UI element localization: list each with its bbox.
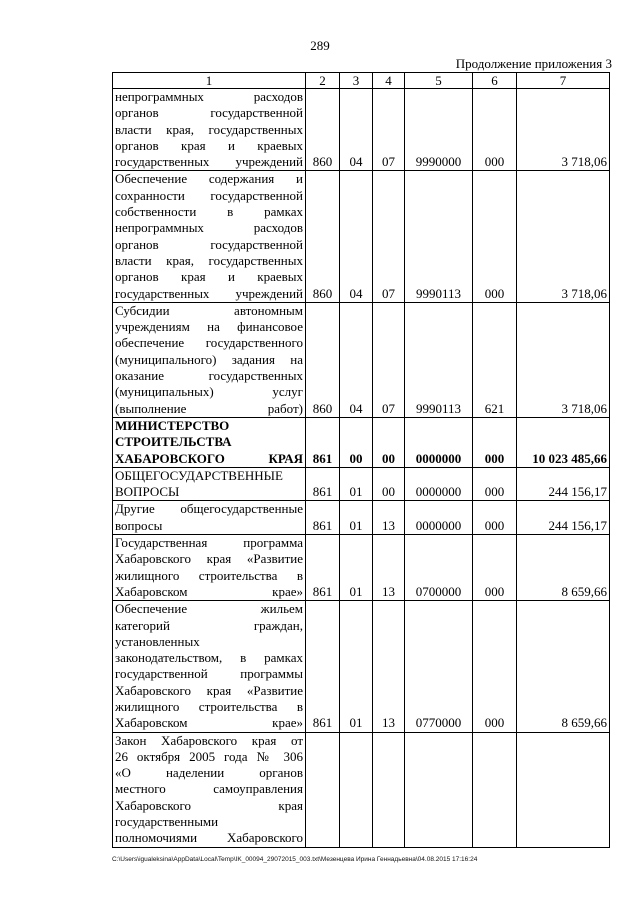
description-line: учреждениям на финансовое xyxy=(115,319,303,335)
column-header: 1 xyxy=(113,73,306,89)
column-number-row xyxy=(113,73,610,89)
description-line: местного самоуправления xyxy=(115,781,303,797)
description-line: непрограммных расходов xyxy=(115,89,303,104)
description-line: жилищного строительства в xyxy=(115,698,303,714)
description-line: Хабаровского края «Развитие xyxy=(115,551,303,567)
description-line: ВОПРОСЫ xyxy=(115,484,180,500)
description-line: категорий граждан, xyxy=(115,617,303,633)
description-line: органов края и краевых xyxy=(115,137,303,153)
description-line: (выполнение работ) xyxy=(115,400,303,416)
row-description xyxy=(113,171,306,302)
description-line: непрограммных расходов xyxy=(115,220,303,236)
expense-type-code: 000 xyxy=(473,89,517,171)
description-line: СТРОИТЕЛЬСТВА xyxy=(115,434,232,450)
description-line: органов государственной xyxy=(115,236,303,252)
description-line: Субсидии автономным xyxy=(115,302,303,318)
description-line: государственных учреждений xyxy=(115,285,303,301)
admin-code xyxy=(306,732,340,847)
description-line: полномочиями Хабаровского xyxy=(115,830,303,846)
description-line: вопросы xyxy=(115,517,163,533)
description-line: собственности в рамках xyxy=(115,204,303,220)
description-line: Государственная программа xyxy=(115,535,303,551)
description-line: ОБЩЕГОСУДАРСТВЕННЫЕ xyxy=(115,467,283,483)
description-line: оказание государственных xyxy=(115,368,303,384)
admin-code: 861 xyxy=(306,601,340,732)
row-description xyxy=(113,601,306,732)
amount: 3 718,06 xyxy=(517,171,610,302)
row-description xyxy=(113,417,306,467)
expense-type-code xyxy=(473,732,517,847)
row-description xyxy=(113,732,306,847)
section-code: 01 xyxy=(340,601,373,732)
subsection-code: 00 xyxy=(373,417,405,467)
description-line: Закон Хабаровского края от xyxy=(115,732,303,748)
description-line: Обеспечение содержания и xyxy=(115,171,303,187)
description-line: власти края, государственных xyxy=(115,121,303,137)
section-code: 00 xyxy=(340,417,373,467)
expense-type-code: 000 xyxy=(473,501,517,535)
amount xyxy=(517,732,610,847)
column-header: 7 xyxy=(517,73,610,89)
expense-type-code: 000 xyxy=(473,601,517,732)
budget-table xyxy=(112,72,610,848)
expense-type-code: 000 xyxy=(473,467,517,501)
amount: 8 659,66 xyxy=(517,601,610,732)
description-line: обеспечение государственного xyxy=(115,335,303,351)
description-line: государственными xyxy=(115,814,219,830)
table-row xyxy=(113,732,610,847)
amount: 244 156,17 xyxy=(517,501,610,535)
subsection-code: 00 xyxy=(373,467,405,501)
section-code xyxy=(340,732,373,847)
description-line: органов государственной xyxy=(115,105,303,121)
description-line: МИНИСТЕРСТВО xyxy=(115,417,230,433)
subsection-code: 07 xyxy=(373,171,405,302)
row-description xyxy=(113,89,306,171)
description-line: законодательством, в рамках xyxy=(115,650,303,666)
table-row xyxy=(113,171,610,302)
expense-type-code: 000 xyxy=(473,417,517,467)
target-code: 9990000 xyxy=(405,89,473,171)
description-line: Хабаровского края «Развитие xyxy=(115,682,303,698)
subsection-code xyxy=(373,732,405,847)
admin-code: 860 xyxy=(306,171,340,302)
description-line: Обеспечение жильем xyxy=(115,601,303,617)
description-line: 26 октября 2005 года № 306 xyxy=(115,748,303,764)
admin-code: 861 xyxy=(306,535,340,601)
subsection-code: 13 xyxy=(373,501,405,535)
row-description xyxy=(113,302,306,417)
description-line: Другие общегосударственные xyxy=(115,501,303,517)
description-line: жилищного строительства в xyxy=(115,567,303,583)
admin-code: 861 xyxy=(306,467,340,501)
admin-code: 861 xyxy=(306,501,340,535)
table-row xyxy=(113,535,610,601)
description-line: установленных xyxy=(115,633,200,649)
expense-type-code: 000 xyxy=(473,535,517,601)
section-code: 04 xyxy=(340,302,373,417)
column-header: 4 xyxy=(373,73,405,89)
table-row xyxy=(113,601,610,732)
target-code xyxy=(405,732,473,847)
description-line: органов края и краевых xyxy=(115,269,303,285)
subsection-code: 13 xyxy=(373,601,405,732)
column-header: 2 xyxy=(306,73,340,89)
column-header: 5 xyxy=(405,73,473,89)
description-line: власти края, государственных xyxy=(115,252,303,268)
section-code: 04 xyxy=(340,171,373,302)
table-row xyxy=(113,467,610,501)
target-code: 0000000 xyxy=(405,467,473,501)
section-code: 01 xyxy=(340,501,373,535)
target-code: 9990113 xyxy=(405,302,473,417)
column-header: 3 xyxy=(340,73,373,89)
description-line: «О наделении органов xyxy=(115,765,303,781)
row-description xyxy=(113,467,306,501)
continuation-note: Продолжение приложения 3 xyxy=(455,56,612,71)
admin-code: 861 xyxy=(306,417,340,467)
description-line: государственной программы xyxy=(115,666,303,682)
description-line: государственных учреждений xyxy=(115,154,303,170)
target-code: 0000000 xyxy=(405,501,473,535)
admin-code: 860 xyxy=(306,302,340,417)
table-row xyxy=(113,302,610,417)
description-line: сохранности государственной xyxy=(115,187,303,203)
description-line: ХАБАРОВСКОГО КРАЯ xyxy=(115,450,303,466)
description-line: Хабаровском крае» xyxy=(115,583,303,599)
amount: 3 718,06 xyxy=(517,302,610,417)
section-code: 01 xyxy=(340,467,373,501)
target-code: 9990113 xyxy=(405,171,473,302)
table-row xyxy=(113,417,610,467)
amount: 3 718,06 xyxy=(517,89,610,171)
description-line: (муниципальных) услуг xyxy=(115,384,303,400)
row-description xyxy=(113,535,306,601)
section-code: 04 xyxy=(340,89,373,171)
page-number: 289 xyxy=(310,38,330,53)
target-code: 0770000 xyxy=(405,601,473,732)
column-header: 6 xyxy=(473,73,517,89)
row-description xyxy=(113,501,306,535)
subsection-code: 07 xyxy=(373,302,405,417)
description-line: Хабаровском крае» xyxy=(115,715,303,731)
description-line: (муниципального) задания на xyxy=(115,351,303,367)
section-code: 01 xyxy=(340,535,373,601)
amount: 10 023 485,66 xyxy=(517,417,610,467)
subsection-code: 07 xyxy=(373,89,405,171)
target-code: 0000000 xyxy=(405,417,473,467)
amount: 244 156,17 xyxy=(517,467,610,501)
subsection-code: 13 xyxy=(373,535,405,601)
budget-table-body xyxy=(113,73,610,848)
target-code: 0700000 xyxy=(405,535,473,601)
expense-type-code: 000 xyxy=(473,171,517,302)
expense-type-code: 621 xyxy=(473,302,517,417)
table-row xyxy=(113,501,610,535)
file-path-footer: C:\Users\igualeksina\AppData\Local\Temp\IK_00094_29072015_003.txt\Мезенцева Ирина Геннадьевна\04.08.2015 17:16:24 xyxy=(112,856,478,863)
description-line: Хабаровского края xyxy=(115,797,303,813)
admin-code: 860 xyxy=(306,89,340,171)
amount: 8 659,66 xyxy=(517,535,610,601)
table-row xyxy=(113,89,610,171)
